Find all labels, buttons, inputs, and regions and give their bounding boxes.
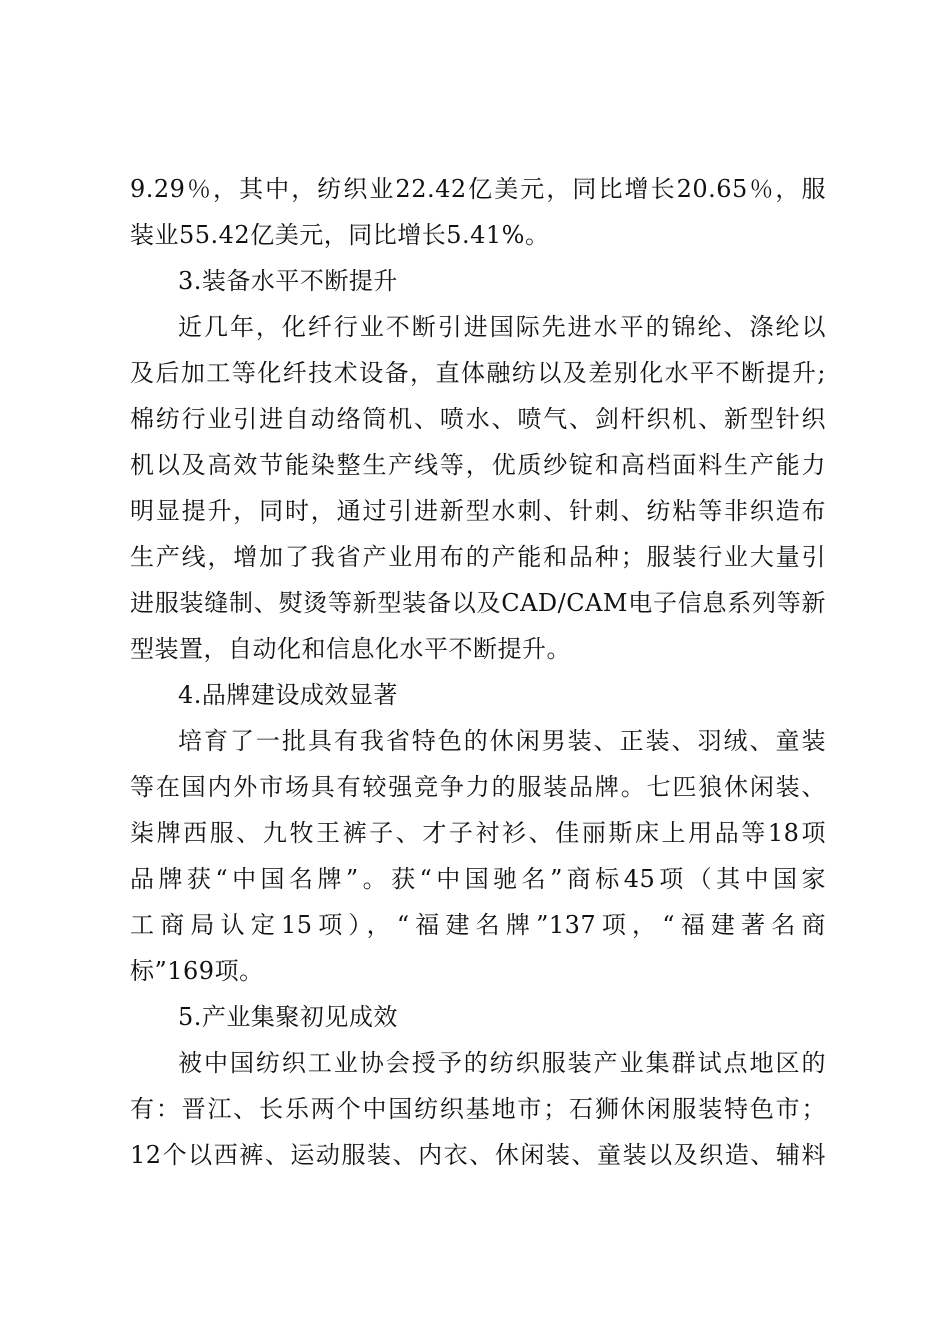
text-line: 机以及高效节能染整生产线等，优质纱锭和高档面料生产能力 bbox=[130, 451, 826, 479]
text-line: 9.29％，其中，纺织业22.42亿美元，同比增长20.65％，服 bbox=[130, 175, 826, 203]
text-line: 型装置，自动化和信息化水平不断提升。 bbox=[130, 635, 571, 663]
document-body bbox=[130, 166, 826, 1178]
text-line: 工商局认定15项），“福建名牌”137项，“福建著名商 bbox=[130, 911, 826, 939]
text-line: 棉纺行业引进自动络筒机、喷水、喷气、剑杆织机、新型针织 bbox=[130, 405, 826, 433]
text-line: 品牌获“中国名牌”。获“中国驰名”商标45项（其中国家 bbox=[130, 865, 826, 893]
text-line: 有：晋江、长乐两个中国纺织基地市；石狮休闲服装特色市； bbox=[130, 1095, 826, 1123]
text-line: 生产线，增加了我省产业用布的产能和品种；服装行业大量引 bbox=[130, 543, 826, 571]
text-line: 培育了一批具有我省特色的休闲男装、正装、羽绒、童装 bbox=[178, 727, 826, 755]
section-heading: 4.品牌建设成效显著 bbox=[178, 681, 398, 709]
text-line: 等在国内外市场具有较强竞争力的服装品牌。七匹狼休闲装、 bbox=[130, 773, 826, 801]
text-line: 被中国纺织工业协会授予的纺织服装产业集群试点地区的 bbox=[178, 1049, 826, 1077]
text-line: 进服装缝制、熨烫等新型装备以及CAD/CAM电子信息系列等新 bbox=[130, 589, 826, 617]
text-line: 柒牌西服、九牧王裤子、才子衬衫、佳丽斯床上用品等18项 bbox=[130, 819, 826, 847]
text-line: 近几年，化纤行业不断引进国际先进水平的锦纶、涤纶以 bbox=[178, 313, 826, 341]
text-line: 明显提升，同时，通过引进新型水刺、针刺、纺粘等非织造布 bbox=[130, 497, 826, 525]
section-heading: 3.装备水平不断提升 bbox=[178, 267, 398, 295]
text-line: 12个以西裤、运动服装、内衣、休闲装、童装以及织造、辅料 bbox=[130, 1141, 826, 1169]
text-line: 及后加工等化纤技术设备，直体融纺以及差别化水平不断提升; bbox=[130, 359, 826, 387]
text-line: 装业55.42亿美元，同比增长5.41%。 bbox=[130, 221, 550, 249]
section-heading: 5.产业集聚初见成效 bbox=[178, 1003, 398, 1031]
text-line: 标”169项。 bbox=[130, 957, 264, 985]
